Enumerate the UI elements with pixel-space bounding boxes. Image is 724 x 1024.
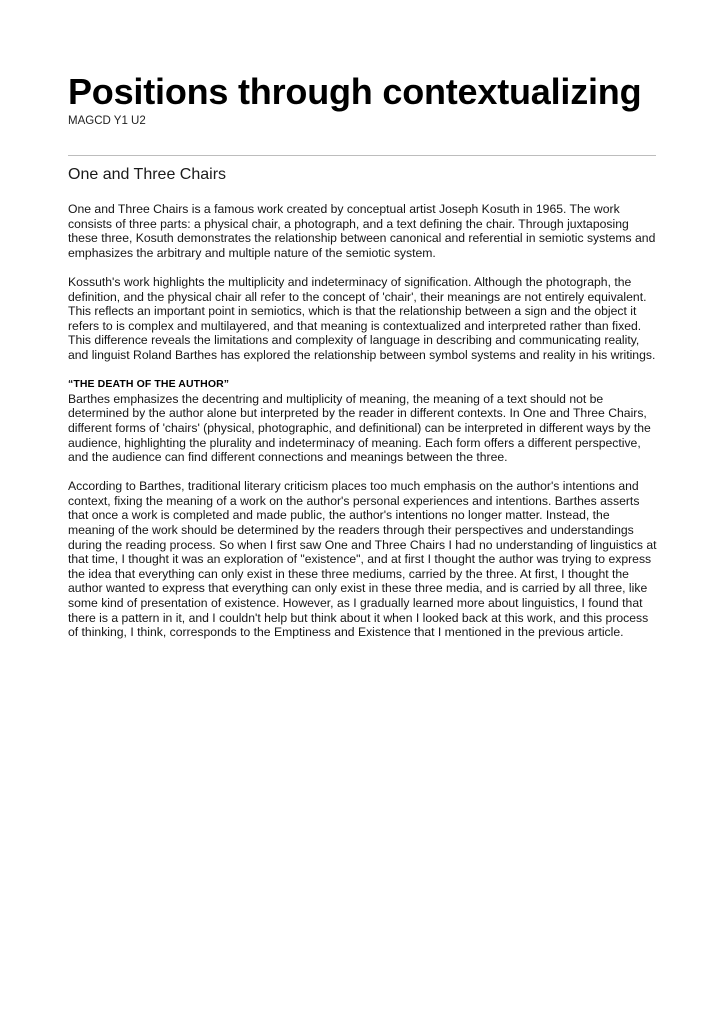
section-heading: One and Three Chairs bbox=[68, 166, 227, 183]
paragraph: Kossuth's work highlights the multiplicity and indeterminacy of signification. Although the photograph, the definition, and the physical chair all refer to the concept of 'chair', their meanings are not entirely equivalent. This reflects an important point in semiotics, which is that the relationship between a sign and the object it refers to is complex and multilayered, and that meaning is contextualized and interpreted rather than fixed. This difference reveals the limitations and complexity of language in describing and communicating reality, and linguist Roland Barthes has explored the relationship between symbol systems and reality in his writings. bbox=[68, 274, 656, 362]
paragraph: Barthes emphasizes the decentring and multiplicity of meaning, the meaning of a text should not be determined by the author alone but interpreted by the reader in different contexts. In One and Three Chairs, different forms of 'chairs' (physical, photographic, and definitional) can be interpreted in different ways by the audience, highlighting the plurality and indeterminacy of meaning. Each form offers a different perspective, and the audience can find different connections and meanings between the three. bbox=[68, 391, 651, 465]
horizontal-divider bbox=[68, 155, 656, 156]
subheading: “THE DEATH OF THE AUTHOR” bbox=[68, 378, 230, 391]
document-subtitle: MAGCD Y1 U2 bbox=[68, 115, 146, 127]
document-page bbox=[68, 72, 658, 640]
paragraph: One and Three Chairs is a famous work created by conceptual artist Joseph Kosuth in 1965. The work consists of three parts: a physical chair, a photograph, and a text defining the chair. Through juxtaposing these three, Kosuth demonstrates the relationship between canonical and referential in semiotic systems and emphasizes the arbitrary and multiple nature of the semiotic system. bbox=[68, 202, 656, 260]
paragraph: According to Barthes, traditional literary criticism places too much emphasis on the author's intentions and context, fixing the meaning of a work on the author's personal experiences and intentions. Barthes asserts that once a work is completed and made public, the author's intentions no longer matter. Instead, the meaning of the work should be determined by the readers through their perspectives and understandings during the reading process. So when I first saw One and Three Chairs I had no understanding of linguistics at that time, I thought it was an exploration of "existence", and at first I thought the author was trying to express the idea that everything can only exist in these three mediums, carried by the three. At first, I thought the author wanted to express that everything can only exist in these three media, and is carried by all three, like some kind of presentation of existence. However, as I gradually learned more about linguistics, I found that there is a pattern in it, and I couldn't help but think about it when I looked back at this work, and this process of thinking, I think, corresponds to the Emptiness and Existence that I mentioned in the previous article. bbox=[68, 479, 657, 640]
body-text bbox=[68, 202, 658, 640]
document-title: Positions through contextualizing bbox=[68, 71, 642, 112]
